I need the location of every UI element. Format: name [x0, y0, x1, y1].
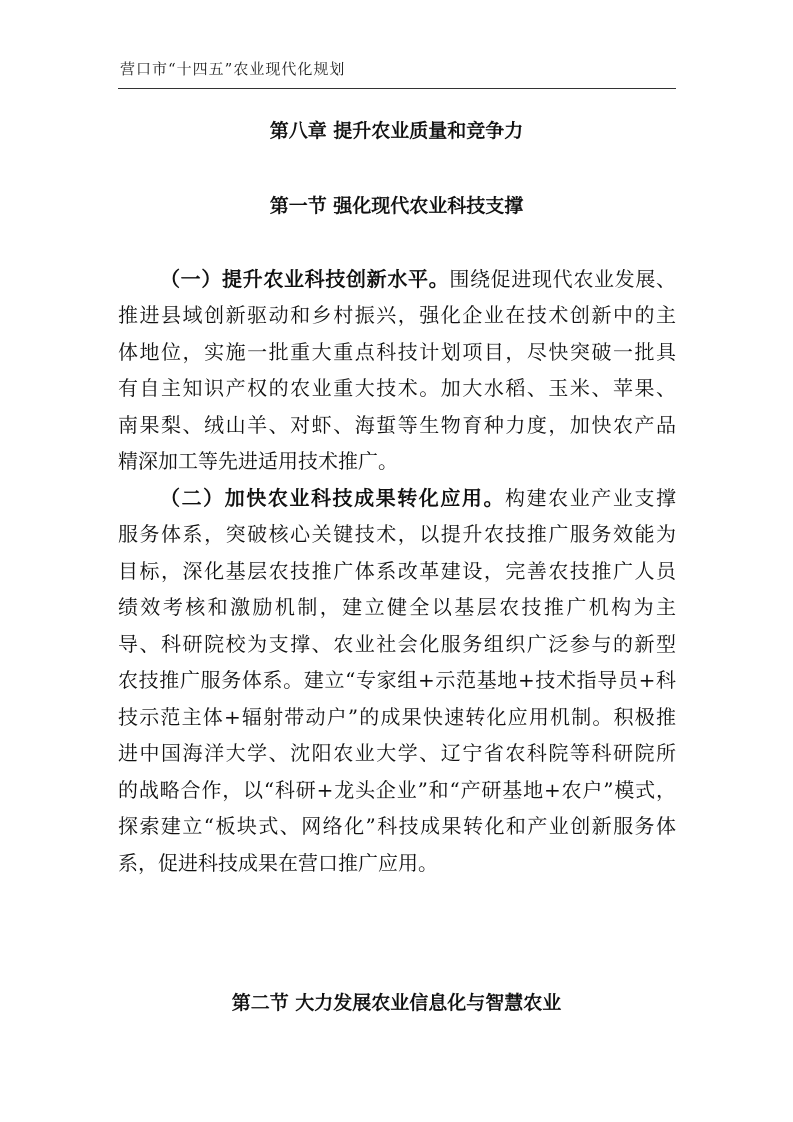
section-title: 第一节 强化现代农业科技支撑 — [269, 195, 524, 217]
paragraph-line: 目标，深化基层农技推广体系改革建设，完善农技推广人员 — [118, 559, 676, 583]
paragraph-line: 推进县域创新驱动和乡村振兴，强化企业在技术创新中的主 — [118, 303, 676, 327]
paragraph-line: 南果梨、绒山羊、对虾、海蜇等生物育种力度，加快农产品 — [118, 413, 676, 437]
paragraph-line: 有自主知识产权的农业重大技术。加大水稻、玉米、苹果、 — [118, 376, 676, 400]
paragraph-line: 探索建立“板块式、网络化”科技成果转化和产业创新服务体 — [118, 814, 676, 838]
paragraph-line: 系，促进科技成果在营口推广应用。 — [118, 851, 438, 875]
header-rule — [118, 88, 676, 89]
running-header: 营口市“十四五”农业现代化规划 — [120, 60, 346, 78]
paragraph-line: 导、科研院校为支撑、农业社会化服务组织广泛参与的新型 — [118, 632, 676, 656]
text: 构建农业产业支撑 — [505, 486, 677, 510]
paragraph-line: 精深加工等先进适用技术推广。 — [118, 449, 398, 473]
paragraph-line — [160, 485, 676, 511]
paragraph-line: 体地位，实施一批重大重点科技计划项目，尽快突破一批具 — [118, 340, 676, 364]
chapter-title: 第八章 提升农业质量和竞争力 — [269, 120, 524, 142]
text: 围绕促进现代农业发展、 — [449, 267, 677, 291]
paragraph-lead: （一）提升农业科技创新水平。 — [160, 267, 450, 291]
paragraph-line: 的战略合作，以“科研+龙头企业”和“产研基地+农户”模式， — [118, 778, 676, 802]
paragraph-line: 服务体系，突破核心关键技术，以提升农技推广服务效能为 — [118, 522, 676, 546]
paragraph-line: 农技推广服务体系。建立“专家组+示范基地+技术指导员+科 — [118, 668, 676, 692]
paragraph-line: 技示范主体+辐射带动户”的成果快速转化应用机制。积极推 — [118, 705, 676, 729]
paragraph-lead: （二）加快农业科技成果转化应用。 — [160, 486, 506, 510]
paragraph-line: 绩效考核和激励机制，建立健全以基层农技推广机构为主 — [118, 595, 676, 619]
paragraph-line: 进中国海洋大学、沈阳农业大学、辽宁省农科院等科研院所 — [118, 741, 676, 765]
section-title: 第二节 大力发展农业信息化与智慧农业 — [231, 992, 562, 1014]
paragraph-line — [160, 266, 676, 292]
